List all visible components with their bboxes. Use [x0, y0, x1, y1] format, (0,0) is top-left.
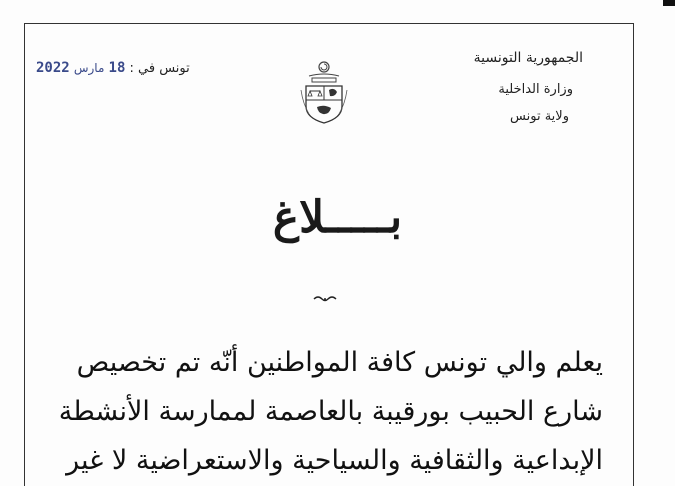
issuer-block	[474, 50, 583, 124]
announcement-body	[58, 338, 603, 485]
body-line: يعلم والي تونس كافة المواطنين أنّه تم تخصيص	[76, 347, 603, 378]
republic-label: الجمهورية التونسية	[473, 50, 583, 66]
announcement-title: بـــــلاغ	[272, 192, 403, 243]
date-prefix: تونس في :	[129, 61, 190, 76]
governorate-label: ولاية تونس	[510, 109, 569, 124]
body-line: الإبداعية والثقافية والسياحية والاستعراضية لا غير	[66, 445, 603, 476]
ornament-divider	[312, 294, 338, 304]
date-line	[36, 60, 190, 76]
date-month: مارس	[73, 61, 105, 75]
date-year: 2022	[36, 60, 70, 76]
ministry-label: وزارة الداخلية	[498, 82, 573, 97]
corner-mark	[663, 0, 675, 6]
tunisia-coat-of-arms-icon	[299, 60, 349, 126]
date-day: 18	[108, 60, 126, 76]
body-line: شارع الحبيب بورقيبة بالعاصمة لممارسة الأنشطة	[58, 396, 603, 427]
